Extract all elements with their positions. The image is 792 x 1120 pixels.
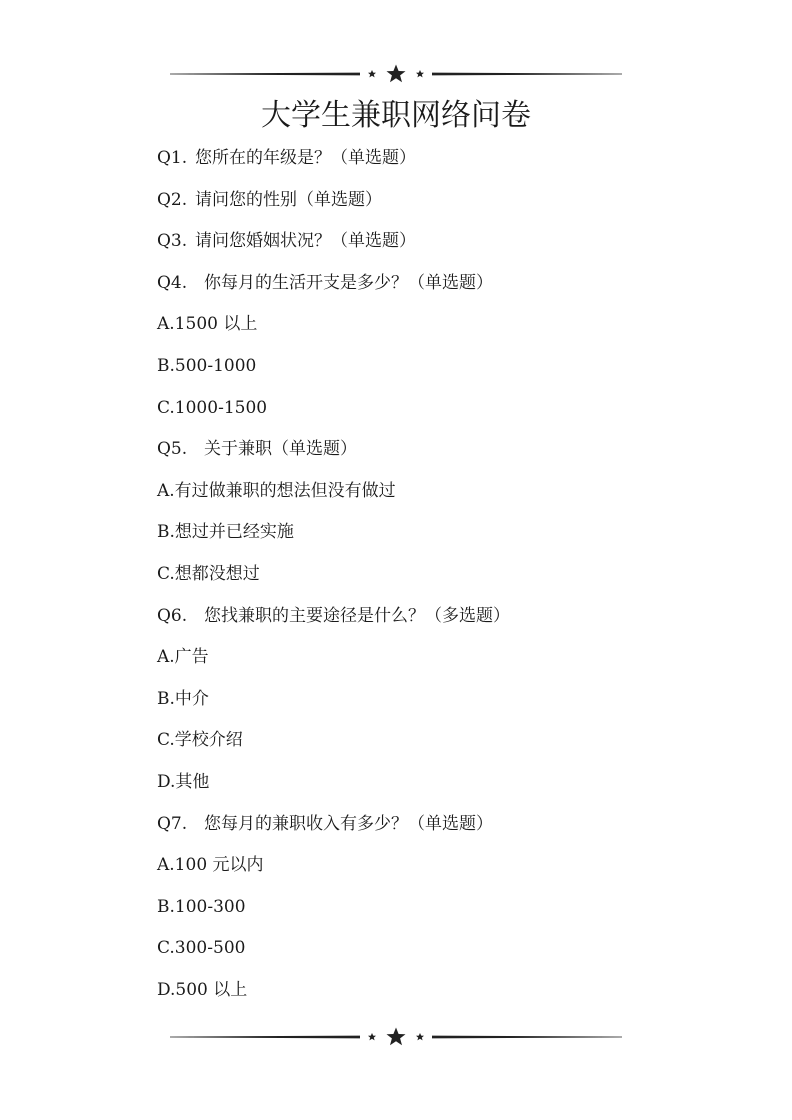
option-line: D.500 以上 [157,980,248,1000]
option-line: B.想过并已经实施 [157,522,294,543]
question-text: 你每月的生活开支是多少？（单选题） [204,272,493,293]
question-line [157,604,510,628]
option-line: B.100-300 [157,896,246,917]
question-line [157,146,416,170]
option-line: D.其他 [157,772,210,792]
option-line: B.500-1000 [157,356,257,376]
question-line [157,188,382,212]
star-divider-icon [160,1027,632,1047]
question-line [157,812,493,836]
option-line: A.1500 以上 [157,314,258,335]
question-text: 关于兼职（单选题） [204,439,357,460]
option-line: A.有过做兼职的想法但没有做过 [157,480,396,501]
option-line: C.300-500 [157,938,246,959]
option-line: C.学校介绍 [157,730,243,751]
question-number: Q5. [157,439,188,460]
question-line [157,437,357,461]
star-divider-icon [160,64,632,84]
question-text: 您每月的兼职收入有多少？（单选题） [204,813,493,834]
question-line [157,271,493,295]
option-line: C.1000-1500 [157,397,268,418]
question-number: Q2. [157,189,188,210]
question-number: Q7. [157,813,188,834]
page-title: 大学生兼职网络问卷 [261,98,531,133]
question-number: Q1. [157,148,188,168]
top-ornament-divider [160,64,632,84]
question-text: 请问您的性别（单选题） [195,189,382,210]
option-line: B.中介 [157,688,209,709]
question-number: Q3. [157,231,188,252]
question-number: Q6. [157,605,188,626]
question-text: 您找兼职的主要途径是什么？（多选题） [204,605,510,626]
question-text: 请问您婚姻状况？（单选题） [195,231,416,252]
question-number: Q4. [157,272,188,293]
option-line: C.想都没想过 [157,564,260,584]
question-text: 您所在的年级是？（单选题） [195,148,416,168]
question-line [157,229,416,253]
option-line: A.100 元以内 [157,855,264,876]
option-line: A.广告 [157,647,209,668]
bottom-ornament-divider [160,1027,632,1047]
